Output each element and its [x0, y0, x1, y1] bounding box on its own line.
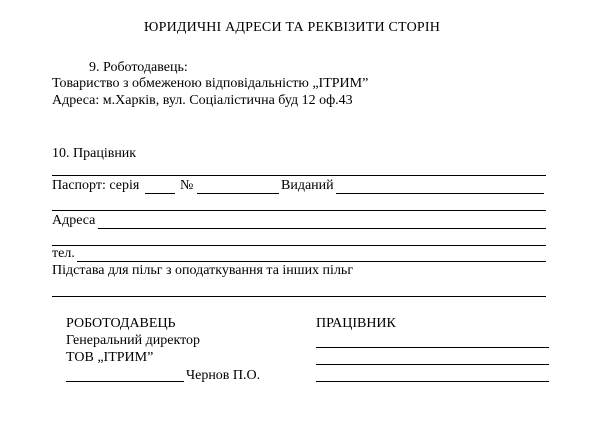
passport-issued-line[interactable] — [336, 193, 544, 194]
blank-line[interactable] — [52, 245, 546, 246]
employer-signature-line[interactable] — [66, 381, 184, 382]
employer-heading: 9. Роботодавець: — [89, 60, 188, 75]
phone-label: тел. — [52, 246, 75, 261]
passport-number-label: № — [180, 178, 194, 193]
employer-signature-title: РОБОТОДАВЕЦЬ — [66, 316, 176, 331]
blank-line[interactable] — [52, 210, 546, 211]
address-line[interactable] — [98, 228, 546, 229]
employer-company: Товариство з обмеженою відповідальністю „ІТРИМ” — [52, 76, 369, 91]
employee-name-line[interactable] — [52, 175, 546, 176]
tax-benefit-basis-line[interactable] — [52, 296, 546, 297]
employer-company-short: ТОВ „ІТРИМ” — [66, 350, 154, 365]
address-label: Адреса — [52, 213, 96, 228]
employer-address: Адреса: м.Харків, вул. Соціалістична буд 12 оф.43 — [52, 93, 353, 108]
passport-issued-label: Виданий — [281, 178, 334, 193]
tax-benefit-basis-label: Підстава для пільг з оподаткування та інших пільг — [52, 263, 354, 278]
passport-series-line[interactable] — [145, 193, 175, 194]
page-title: ЮРИДИЧНІ АДРЕСИ ТА РЕКВІЗИТИ СТОРІН — [144, 20, 441, 35]
employee-signature-line[interactable] — [316, 347, 549, 348]
director-name: Чернов П.О. — [186, 368, 261, 383]
employee-heading: 10. Працівник — [52, 146, 137, 161]
employee-signature-line[interactable] — [316, 381, 549, 382]
employee-signature-line[interactable] — [316, 364, 549, 365]
employer-position: Генеральний директор — [66, 333, 201, 348]
employee-signature-title: ПРАЦІВНИК — [316, 316, 396, 331]
passport-series-label: Паспорт: серія — [52, 178, 140, 193]
passport-number-line[interactable] — [197, 193, 279, 194]
phone-line[interactable] — [77, 261, 546, 262]
